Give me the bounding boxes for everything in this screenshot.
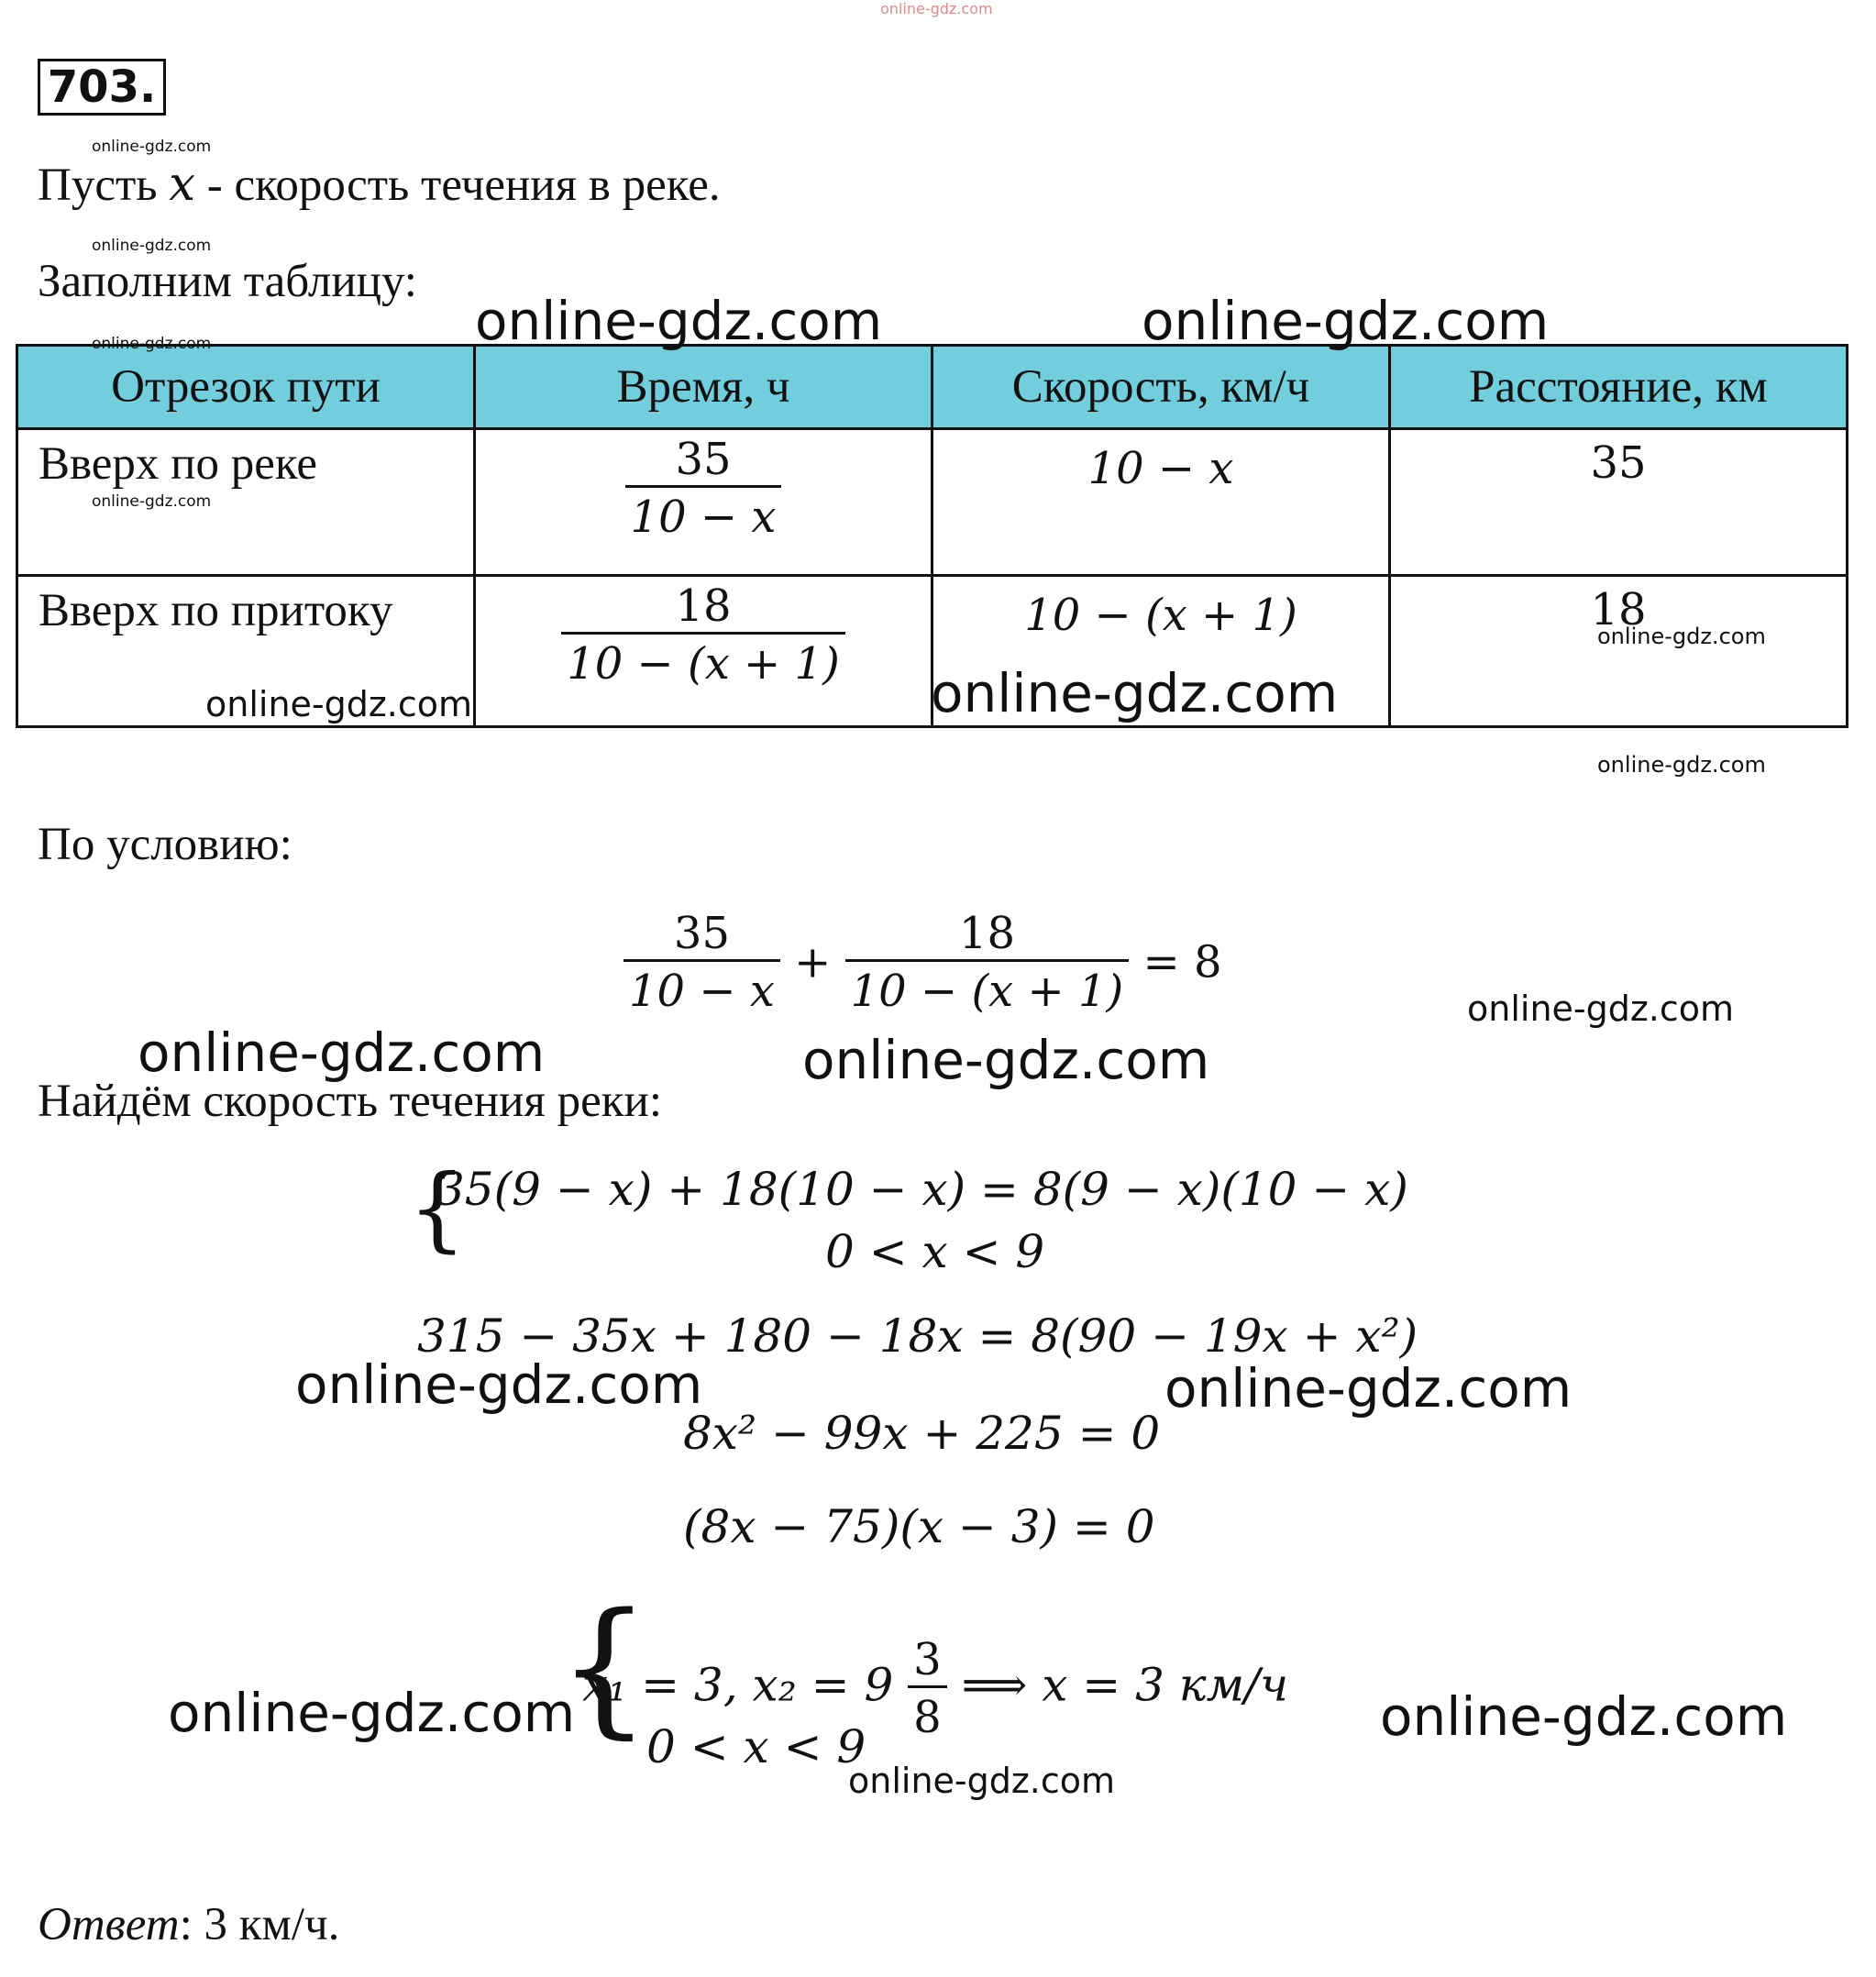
time-fraction: [625, 434, 782, 543]
watermark-small: online-gdz.com: [92, 492, 212, 511]
intro-let-suffix: - скорость течения в реке.: [195, 160, 721, 211]
answer-label: Ответ: [38, 1899, 180, 1950]
time-cell: [475, 576, 932, 727]
watermark-top: online-gdz.com: [880, 0, 993, 17]
find-label: Найдём скорость течения реки:: [38, 1076, 663, 1127]
time-cell: [475, 429, 932, 576]
fraction-denominator: 10 − (x + 1): [561, 632, 845, 690]
watermark-large: online-gdz.com: [475, 290, 883, 352]
watermark-large: online-gdz.com: [1164, 1357, 1573, 1419]
table-row: [17, 429, 1848, 576]
fraction-numerator: 18: [958, 908, 1015, 959]
condition-label: По условию:: [38, 819, 292, 870]
watermark-small: online-gdz.com: [1597, 752, 1766, 778]
header-speed: Скорость, км/ч: [932, 346, 1390, 429]
equation-fraction-1: [623, 908, 780, 1017]
watermark-large: online-gdz.com: [168, 1682, 576, 1744]
watermark-small: online-gdz.com: [92, 335, 212, 353]
time-fraction: [561, 580, 845, 690]
fraction-numerator: 35: [673, 908, 730, 959]
mixed-fraction: [908, 1634, 947, 1743]
system2-line2: 0 < x < 9: [646, 1720, 866, 1773]
fraction-denominator: 10 − x: [625, 485, 782, 543]
intro-let: [38, 158, 721, 212]
equation: [623, 908, 1222, 1017]
watermark-large: online-gdz.com: [138, 1022, 546, 1084]
final-value: ⟹ x = 3 км/ч: [961, 1658, 1289, 1712]
fraction-numerator: 18: [675, 580, 732, 632]
system1-line1: 35(9 − x) + 18(10 − x) = 8(9 − x)(10 − x): [436, 1163, 1408, 1216]
watermark-medium: online-gdz.com: [205, 684, 473, 724]
fill-table-label: Заполним таблицу:: [38, 256, 417, 307]
plus-sign: +: [794, 936, 832, 988]
watermark-large: online-gdz.com: [1380, 1685, 1788, 1748]
speed-value: 10 − (x + 1): [1024, 590, 1297, 641]
watermark-large: online-gdz.com: [1142, 290, 1550, 352]
header-segment: Отрезок пути: [17, 346, 475, 429]
answer-value: : 3 км/ч.: [179, 1899, 340, 1950]
watermark-small: online-gdz.com: [1597, 624, 1766, 649]
equation-rhs: = 8: [1142, 936, 1222, 988]
speed-value: 10 − x: [1087, 443, 1234, 494]
distance-cell: [1390, 576, 1848, 727]
watermark-large: online-gdz.com: [802, 1029, 1210, 1091]
header-distance: Расстояние, км: [1390, 346, 1848, 429]
fraction-denominator: 8: [908, 1685, 947, 1743]
watermark-medium: online-gdz.com: [848, 1761, 1116, 1801]
equation-fraction-2: [845, 908, 1130, 1017]
fraction-numerator: 3: [913, 1634, 942, 1685]
answer: [38, 1898, 339, 1951]
distance-value: 35: [1590, 437, 1647, 489]
table-header-row: [17, 346, 1848, 429]
fraction-denominator: 10 − x: [623, 959, 780, 1017]
intro-let-prefix: Пусть: [38, 160, 170, 211]
speed-cell: [932, 429, 1390, 576]
system1-line2: 0 < x < 9: [825, 1225, 1045, 1278]
step-1: 315 − 35x + 180 − 18x = 8(90 − 19x + x²): [417, 1309, 1418, 1363]
system-brace: {: [408, 1154, 467, 1262]
fraction-numerator: 35: [675, 434, 732, 485]
fraction-denominator: 10 − (x + 1): [845, 959, 1130, 1017]
roots: x₁ = 3, x₂ = 9: [582, 1658, 894, 1712]
row-label: Вверх по реке: [17, 429, 475, 576]
step-2: 8x² − 99x + 225 = 0: [683, 1407, 1161, 1460]
distance-cell: [1390, 429, 1848, 576]
watermark-small: online-gdz.com: [92, 138, 212, 156]
system-brace: {: [557, 1581, 651, 1752]
header-time: Время, ч: [475, 346, 932, 429]
problem-number: 703.: [38, 59, 166, 116]
watermark-large: online-gdz.com: [931, 662, 1339, 724]
watermark-large: online-gdz.com: [295, 1353, 703, 1416]
row-label: Вверх по притоку: [17, 576, 475, 727]
intro-var: x: [169, 158, 196, 212]
distance-value: 18: [1590, 584, 1647, 635]
step-3: (8x − 75)(x − 3) = 0: [683, 1500, 1155, 1553]
watermark-medium: online-gdz.com: [1467, 988, 1735, 1029]
watermark-small: online-gdz.com: [92, 237, 212, 255]
